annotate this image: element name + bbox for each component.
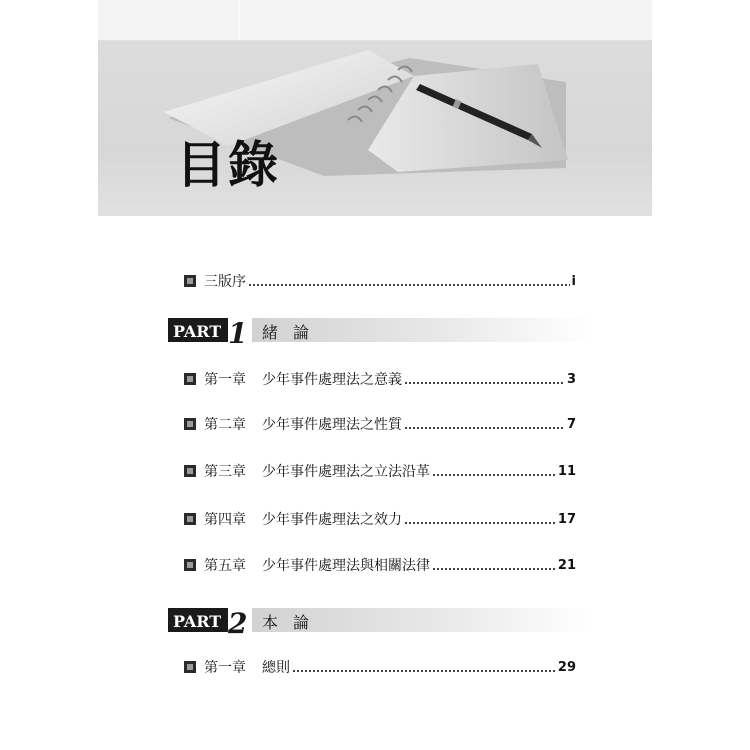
dot-leader [248,284,570,286]
toc-chapter-number: 第四章 [204,512,246,528]
part-1-label: 緒論 [262,323,325,342]
toc-entry[interactable] [184,460,576,482]
toc-chapter-number: 第一章 [204,372,246,388]
toc-chapter-number: 第二章 [204,417,246,433]
toc-entry-page: 7 [566,416,576,432]
toc-entry[interactable] [184,508,576,530]
toc-entry[interactable] [184,656,576,678]
toc-chapter-number: 第五章 [204,558,246,574]
dot-leader [404,522,556,524]
dot-leader [432,474,556,476]
square-bullet-icon [184,513,196,525]
toc-entry[interactable] [184,368,576,390]
toc-entry-page: 29 [557,659,576,675]
square-bullet-icon [184,465,196,477]
toc-entry-page: 3 [566,371,576,387]
part-2-number: 2 [228,607,248,636]
square-bullet-icon [184,418,196,430]
square-bullet-icon [184,559,196,571]
part-1-badge [168,316,248,346]
part-1-number: 1 [228,317,248,346]
header-banner [98,0,652,216]
toc-entry-title: 三版序 [204,274,246,290]
toc-entry[interactable] [184,413,576,435]
toc-entry-page: i [571,273,576,289]
toc-entry-page: 17 [557,511,576,527]
toc-entry-page: 11 [557,463,576,479]
toc-entry-preface[interactable] [184,270,576,292]
part-2-header [168,606,592,636]
toc-entry-title: 少年事件處理法之性質 [262,417,402,433]
toc-entry-title: 總則 [262,660,290,676]
part-2-badge [168,606,248,636]
page-title: 目錄 [176,135,280,194]
part-1-word: PART [173,322,222,341]
square-bullet-icon [184,661,196,673]
toc-entry-page: 21 [557,557,576,573]
square-bullet-icon [184,275,196,287]
toc-entry-title: 少年事件處理法之意義 [262,372,402,388]
square-bullet-icon [184,373,196,385]
dot-leader [404,382,565,384]
toc-entry-title: 少年事件處理法之效力 [262,512,402,528]
part-2-label: 本論 [262,613,325,632]
toc-entry-title: 少年事件處理法之立法沿革 [262,464,430,480]
part-1-header [168,316,592,346]
toc-chapter-number: 第一章 [204,660,246,676]
toc-entry[interactable] [184,554,576,576]
toc-page [98,0,652,750]
dot-leader [292,670,556,672]
toc-entry-title: 少年事件處理法與相關法律 [262,558,430,574]
dot-leader [404,427,565,429]
dot-leader [432,568,556,570]
part-2-word: PART [173,612,222,631]
toc-chapter-number: 第三章 [204,464,246,480]
